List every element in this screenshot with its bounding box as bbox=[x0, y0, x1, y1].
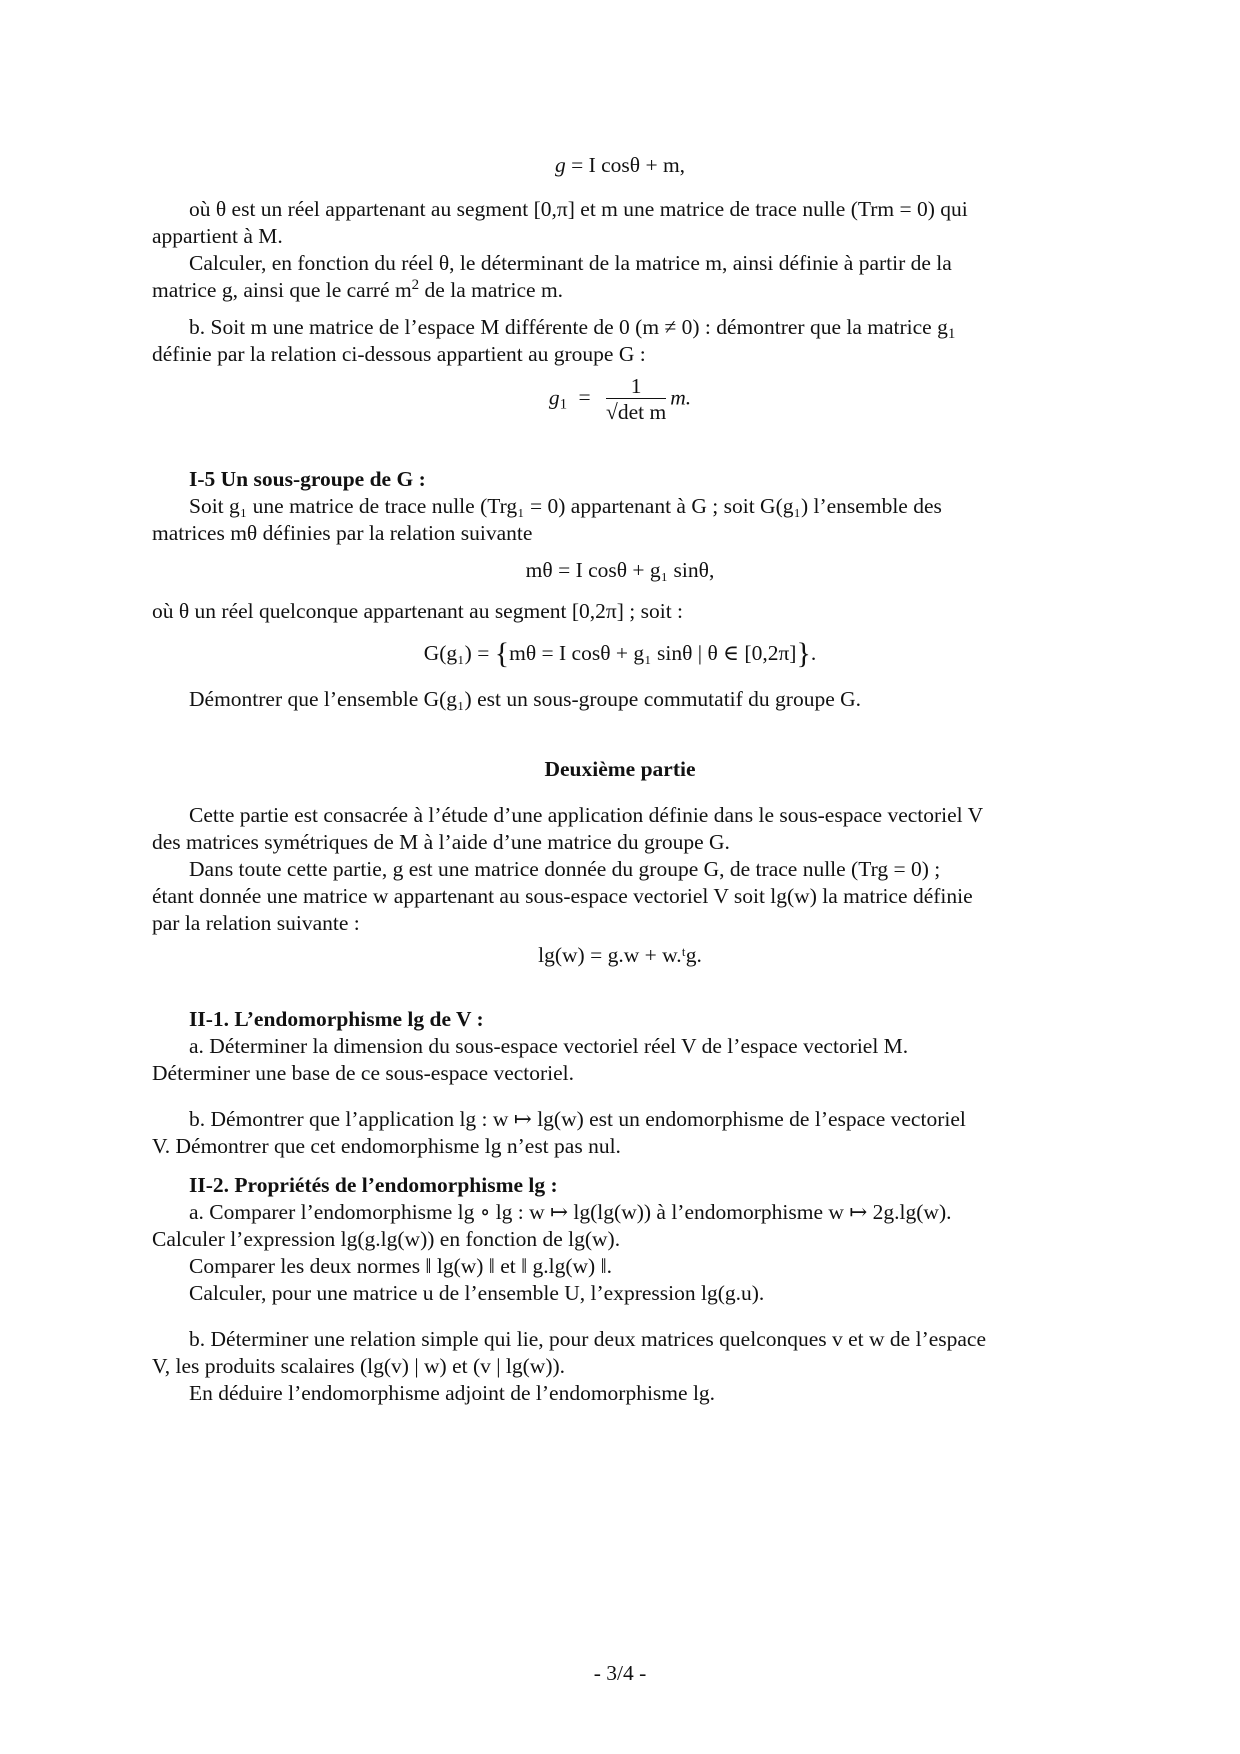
paragraph-question-b: b. Soit m une matrice de l’espace M différente de 0 (m ≠ 0) : démontrer que la matrice $g_1$ définie par la relation ci-dessous appartient au groupe G : bbox=[152, 315, 956, 366]
paragraph-theta-definition: où θ est un réel appartenant au segment [0,π] et m une matrice de trace nulle (Trm = 0) qui appartient à M. Calculer, en fonction du réel θ, le déterminant de la matrice m, ainsi définie à partir de la matrice g, ainsi que le carré $m^2$ de la matrice m. bbox=[152, 197, 968, 302]
part-title: Deuxième partie bbox=[544, 757, 696, 781]
section-heading: II-2. Propriétés de l’endomorphisme lg : bbox=[189, 1173, 558, 1197]
section-heading: II-1. L’endomorphisme lg de V : bbox=[189, 1007, 484, 1031]
paragraph-theta-range: où θ un réel quelconque appartenant au segment [0,2π] ; soit : bbox=[152, 599, 684, 623]
paragraph-part2-intro: Cette partie est consacrée à l’étude d’une application définie dans le sous-espace vectoriel V des matrices symétriques de M à l’aide d’une matrice du groupe G. Dans toute cette partie, g est une matrice donnée du groupe G, de trace nulle (Trg = 0) ; étant donnée une matrice w appartenant au sous-espace vectoriel V soit lg(w) la matrice définie par la relation suivante : bbox=[152, 803, 984, 935]
equation-lg-definition: lg(w) = g.w + w.ᵗg. bbox=[538, 943, 702, 967]
equation-set-G-g1: G(g₁) = {mθ = I cosθ + g₁ sinθ | θ ∈ [0,2π]}. bbox=[423, 637, 817, 670]
paragraph-subgroup-question: Démontrer que l’ensemble G(g₁) est un sous-groupe commutatif du groupe G. bbox=[189, 687, 862, 711]
fraction: $\frac{1}{\text{√det m}}$ bbox=[606, 374, 667, 424]
equation-m-theta: mθ = I cosθ + g₁ sinθ, bbox=[525, 558, 715, 582]
equation-g1-definition: $g_1$ = $\frac{1}{\text{√det m}}$ m. bbox=[548, 374, 692, 424]
equation-g-definition: g = I cosθ + m, bbox=[554, 153, 686, 177]
section-I-5: I-5 Un sous-groupe de G : Soit g₁ une matrice de trace nulle (Trg₁ = 0) appartenant à G ; soit G(g₁) l’ensemble des matrices mθ définies par la relation suivante bbox=[152, 466, 1088, 547]
section-heading: I-5 Un sous-groupe de G : bbox=[189, 467, 426, 491]
section-II-2: II-2. Propriétés de l’endomorphisme lg : a. Comparer l’endomorphisme lg ∘ lg : w ↦ lg(lg(w)) à l’endomorphisme w ↦ 2g.lg(w). Calculer l’expression lg(g.lg(w)) en fonction de lg(w). Comparer les deux normes ‖ lg(w) ‖ et ‖ g.lg(w) ‖. Calculer, pour une matrice u de l’ensemble U, l’expression lg(g.u). b. Déterminer une relation simple qui lie, pour deux matrices quelconques v et w de l’espace V, les produits scalaires (lg(v) | w) et (v | lg(w)). En déduire l’endomorphisme adjoint de l’endomorphisme lg. bbox=[152, 1172, 1088, 1407]
section-II-1: II-1. L’endomorphisme lg de V : a. Déterminer la dimension du sous-espace vectoriel réel V de l’espace vectoriel M. Déterminer une base de ce sous-espace vectoriel. b. Démontrer que l’application lg : w ↦ lg(w) est un endomorphisme de l’espace vectoriel V. Démontrer que cet endomorphisme lg n’est pas nul. bbox=[152, 1006, 1088, 1160]
page-number: - 3/4 - bbox=[593, 1661, 647, 1685]
